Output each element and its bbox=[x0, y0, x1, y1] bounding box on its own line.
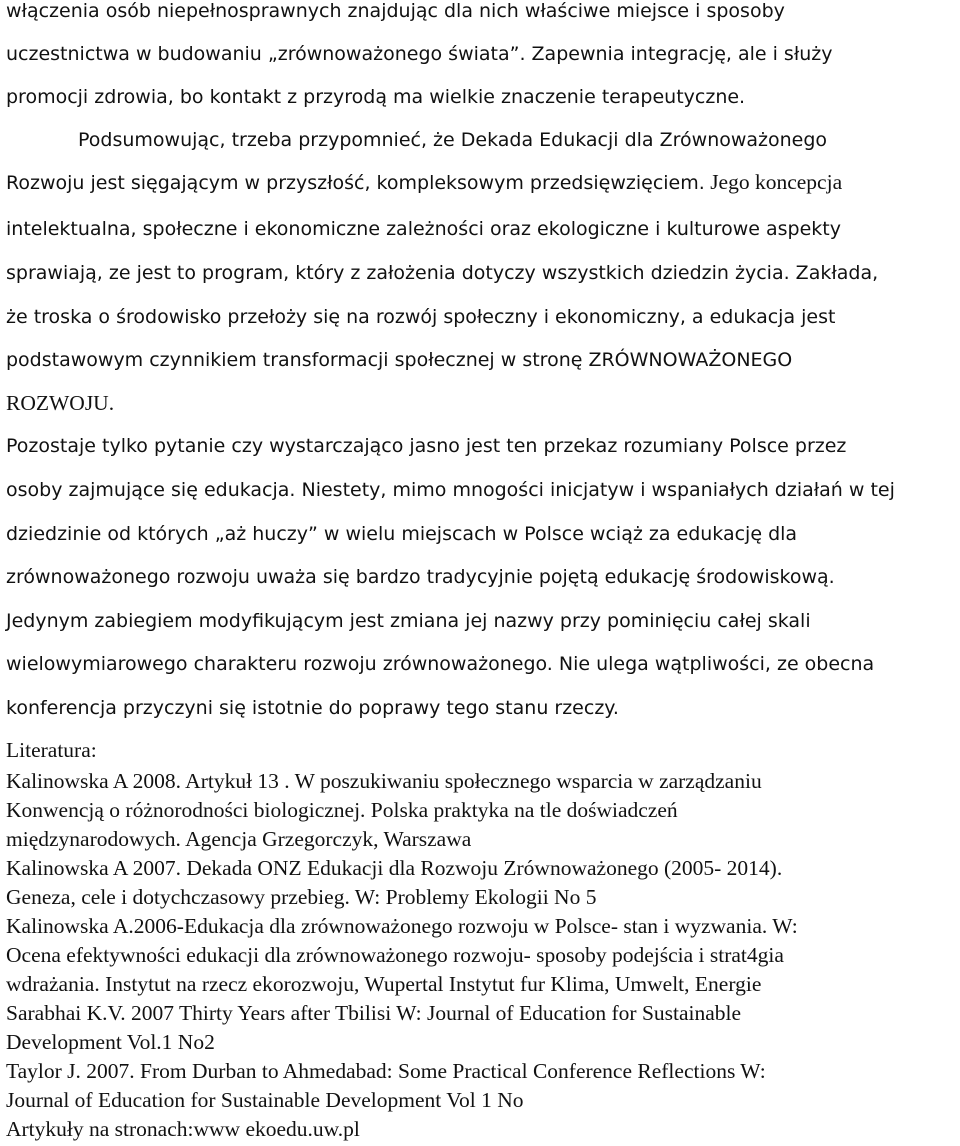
paragraph-2-line-6: podstawowym czynnikiem transformacji społecznej w stronę ZRÓWNOWAŻONEGO bbox=[6, 349, 793, 371]
paragraph-2-line-5: że troska o środowisko przełoży się na rozwój społeczny i ekonomiczny, a edukacja jest bbox=[6, 306, 836, 328]
paragraph-3-line-4: zrównoważonego rozwoju uważa się bardzo tradycyjnie pojętą edukację środowiskową. bbox=[6, 566, 835, 588]
reference-line: Geneza, cele i dotychczasowy przebieg. W: Problemy Ekologii No 5 bbox=[6, 885, 597, 909]
reference-line: Kalinowska A 2008. Artykuł 13 . W poszukiwaniu społecznego wsparcia w zarządzaniu bbox=[6, 769, 762, 793]
reference-line: Journal of Education for Sustainable Development Vol 1 No bbox=[6, 1088, 524, 1112]
paragraph-3-line-1: Pozostaje tylko pytanie czy wystarczająco jasno jest ten przekaz rozumiany Polsce przez bbox=[6, 435, 847, 457]
reference-line: Taylor J. 2007. From Durban to Ahmedabad: Some Practical Conference Reflections W: bbox=[6, 1059, 766, 1083]
paragraph-2-line-2 bbox=[6, 172, 842, 194]
reference-line: Ocena efektywności edukacji dla zrównoważonego rozwoju- sposoby podejścia i strat4gia bbox=[6, 943, 784, 967]
paragraph-1-line-2: uczestnictwa w budowaniu „zrównoważonego świata”. Zapewnia integrację, ale i służy bbox=[6, 43, 833, 65]
paragraph-2-line-2-serif: Jego koncepcja bbox=[704, 170, 843, 194]
reference-line: Artykuły na stronach:www ekoedu.uw.pl bbox=[6, 1117, 360, 1141]
paragraph-2-line-1: Podsumowując, trzeba przypomnieć, że Dekada Edukacji dla Zrównoważonego bbox=[78, 129, 828, 151]
paragraph-3-line-6: wielowymiarowego charakteru rozwoju zrównoważonego. Nie ulega wątpliwości, ze obecna bbox=[6, 653, 875, 675]
paragraph-2-line-7: ROZWOJU. bbox=[6, 391, 115, 415]
reference-line: Development Vol.1 No2 bbox=[6, 1030, 215, 1054]
paragraph-3-line-3: dziedzinie od których „aż huczy” w wielu miejscach w Polsce wciąż za edukację dla bbox=[6, 523, 798, 545]
reference-line: Kalinowska A 2007. Dekada ONZ Edukacji dla Rozwoju Zrównoważonego (2005- 2014). bbox=[6, 856, 783, 880]
literature-heading: Literatura: bbox=[6, 738, 97, 762]
reference-line: wdrażania. Instytut na rzecz ekorozwoju, Wupertal Instytut fur Klima, Umwelt, Energie bbox=[6, 972, 762, 996]
paragraph-1-line-1: włączenia osób niepełnosprawnych znajdując dla nich właściwe miejsce i sposoby bbox=[6, 0, 785, 22]
reference-line: Sarabhai K.V. 2007 Thirty Years after Tbilisi W: Journal of Education for Sustainable bbox=[6, 1001, 742, 1025]
paragraph-3-line-2: osoby zajmujące się edukacja. Niestety, mimo mnogości inicjatyw i wspaniałych działań w tej bbox=[6, 479, 895, 501]
paragraph-1-line-3: promocji zdrowia, bo kontakt z przyrodą ma wielkie znaczenie terapeutyczne. bbox=[6, 86, 746, 108]
paragraph-2-line-4: sprawiają, ze jest to program, który z założenia dotyczy wszystkich dziedzin życia. Zakłada, bbox=[6, 262, 879, 284]
reference-line: międzynarodowych. Agencja Grzegorczyk, Warszawa bbox=[6, 827, 472, 851]
paragraph-3-line-7: konferencja przyczyni się istotnie do poprawy tego stanu rzeczy. bbox=[6, 697, 619, 719]
reference-line: Kalinowska A.2006-Edukacja dla zrównoważonego rozwoju w Polsce- stan i wyzwania. W: bbox=[6, 914, 798, 938]
paragraph-3-line-5: Jedynym zabiegiem modyfikującym jest zmiana jej nazwy przy pominięciu całej skali bbox=[6, 610, 811, 632]
paragraph-2-line-2-sans: Rozwoju jest sięgającym w przyszłość, kompleksowym przedsięwzięciem. bbox=[6, 172, 705, 194]
paragraph-2-line-3: intelektualna, społeczne i ekonomiczne zależności oraz ekologiczne i kulturowe aspekty bbox=[6, 218, 841, 240]
reference-line: Konwencją o różnorodności biologicznej. Polska praktyka na tle doświadczeń bbox=[6, 798, 678, 822]
